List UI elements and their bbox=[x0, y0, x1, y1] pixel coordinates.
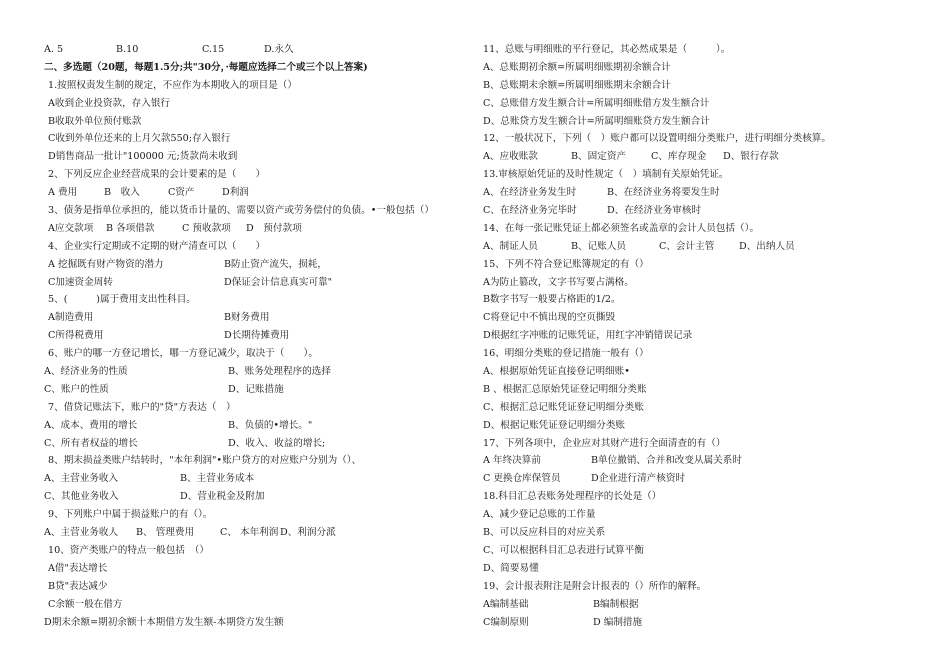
line-text: D保证会计信息真实可靠" bbox=[224, 276, 333, 288]
line-text: A、总账期初余额=所属明细账期初余额合计 bbox=[483, 61, 671, 73]
line-text: C资产 bbox=[168, 187, 195, 199]
line-text: B单位撤销、合并和改变从属关系时 bbox=[591, 455, 742, 467]
line-text: B.10 bbox=[116, 44, 139, 55]
question-line bbox=[483, 435, 923, 453]
right-column bbox=[483, 41, 923, 631]
question-line bbox=[483, 238, 923, 256]
line-text: B、在经济业务将要发生时 bbox=[607, 187, 720, 199]
question-line bbox=[44, 542, 456, 560]
question-line bbox=[483, 470, 923, 488]
line-text: B贷"表达减少 bbox=[48, 580, 108, 592]
line-text: A、根据原始凭证直接登记明细账• bbox=[483, 366, 630, 378]
line-text: B、主营业务成本 bbox=[180, 473, 255, 485]
question-line bbox=[483, 274, 923, 292]
line-text: C所得税费用 bbox=[48, 330, 104, 342]
line-text: 6、账户的哪一方登记增长，哪一方登记减少，取决于（ ）。 bbox=[48, 348, 318, 360]
line-text: A、应收账款 bbox=[483, 151, 538, 163]
question-line bbox=[483, 220, 923, 238]
line-text: C、总账借方发生额合计=所属明细账借方发生额合计 bbox=[483, 97, 710, 109]
question-line bbox=[483, 506, 923, 524]
line-text: D、在经济业务审核时 bbox=[607, 205, 702, 217]
line-text: D、总账贷方发生额合计=所属明细账贷方发生额合计 bbox=[483, 115, 710, 127]
question-line bbox=[483, 560, 923, 578]
line-text: A 挖掘既有财产物资的潜力 bbox=[48, 258, 164, 270]
question-line bbox=[44, 470, 456, 488]
question-line bbox=[483, 542, 923, 560]
line-text: D销售商品一批计"100000 元;货款尚未收到 bbox=[48, 151, 238, 163]
line-text: D期末余额=期初余额十本期借方发生额-本期贷方发生额 bbox=[44, 616, 284, 628]
line-text: B防止资产流失，损耗， bbox=[224, 258, 327, 270]
line-text: D、银行存款 bbox=[723, 151, 779, 163]
question-line bbox=[44, 291, 456, 309]
line-text: A为防止篡改，文字书写要占满格。 bbox=[483, 276, 634, 288]
line-text: 5、( )属于费用支出性科目。 bbox=[48, 294, 196, 306]
line-text: A 年终决算前 bbox=[483, 455, 541, 467]
line-text: 13.审核原始凭证的及时性规定（ ）填制有关原始凭证。 bbox=[483, 169, 729, 181]
line-text: 16、明细分类账的登记措施一般有（） bbox=[483, 348, 649, 360]
line-text: B数字书写一般要占格距的1/2。 bbox=[483, 294, 621, 306]
line-text: A、制证人员 bbox=[483, 240, 538, 252]
question-line bbox=[44, 345, 456, 363]
line-text: D、利润分派 bbox=[280, 527, 336, 539]
line-text: 二、多选题（20题，每题1.5分;共"30分，·每题应选择二个或三个以上答案) bbox=[44, 61, 368, 73]
line-text: C、 本年利润 bbox=[220, 527, 279, 539]
question-line bbox=[44, 59, 456, 77]
question-line bbox=[44, 77, 456, 95]
line-text: D、根据记账凭证登记明细分类账 bbox=[483, 419, 626, 431]
question-line bbox=[483, 488, 923, 506]
line-text: 10、资产类账户的特点一般包括 （） bbox=[48, 544, 209, 556]
line-text: C、其他业务收入 bbox=[44, 491, 119, 503]
question-line bbox=[44, 596, 456, 614]
question-line bbox=[44, 274, 456, 292]
question-line bbox=[483, 417, 923, 435]
question-line bbox=[483, 95, 923, 113]
question-line bbox=[44, 41, 456, 59]
question-line bbox=[483, 291, 923, 309]
question-line bbox=[483, 345, 923, 363]
line-text: C余额一般在借方 bbox=[48, 598, 123, 610]
question-line bbox=[483, 614, 923, 632]
line-text: A收到企业投资款，存入银行 bbox=[48, 97, 171, 109]
line-text: D、出纳人员 bbox=[739, 240, 795, 252]
question-line bbox=[44, 506, 456, 524]
line-text: B 收入 bbox=[104, 187, 140, 199]
line-text: A、经济业务的性质 bbox=[44, 366, 128, 378]
line-text: C、在经济业务完毕时 bbox=[483, 205, 577, 217]
line-text: C、会计主管 bbox=[659, 240, 715, 252]
question-line bbox=[44, 327, 456, 345]
line-text: C、根据汇总记账凭证登记明细分类账 bbox=[483, 401, 644, 413]
line-text: A 费用 bbox=[48, 187, 78, 199]
line-text: B、可以反应科目的对应关系 bbox=[483, 527, 606, 539]
line-text: 19、会计报表附注是附会计报表的（）所作的解释。 bbox=[483, 580, 707, 592]
question-line bbox=[44, 435, 456, 453]
line-text: A制造费用 bbox=[48, 312, 94, 324]
line-text: C、账户的性质 bbox=[44, 383, 109, 395]
question-line bbox=[44, 560, 456, 578]
question-line bbox=[44, 578, 456, 596]
question-line bbox=[483, 130, 923, 148]
line-text: 14、在每一张记账凭证上都必须签名或盖章的会计人员包括（）。 bbox=[483, 222, 760, 234]
line-text: D 预付款项 bbox=[246, 222, 302, 234]
line-text: D长期待摊费用 bbox=[224, 330, 290, 342]
question-line bbox=[483, 202, 923, 220]
question-line bbox=[483, 113, 923, 131]
question-line bbox=[44, 184, 456, 202]
question-line bbox=[44, 166, 456, 184]
question-line bbox=[44, 524, 456, 542]
line-text: D根据红字冲账的记账凭证，用红字冲销错误记录 bbox=[483, 330, 693, 342]
line-text: A借"表达增长 bbox=[48, 562, 108, 574]
line-text: C 更换仓库保管员 bbox=[483, 473, 561, 485]
line-text: D、营业税金及附加 bbox=[180, 491, 265, 503]
line-text: A编制基础 bbox=[483, 598, 529, 610]
line-text: A、减少登记总账的工作量 bbox=[483, 509, 596, 521]
line-text: B、 管理费用 bbox=[136, 527, 195, 539]
line-text: D、记账措施 bbox=[228, 383, 284, 395]
line-text: D、简要易懂 bbox=[483, 562, 539, 574]
line-text: A、主营业务收入 bbox=[44, 473, 119, 485]
line-text: A. 5 bbox=[44, 44, 64, 55]
question-line bbox=[483, 524, 923, 542]
question-line bbox=[483, 381, 923, 399]
line-text: B、固定资产 bbox=[571, 151, 627, 163]
question-line bbox=[44, 220, 456, 238]
question-line bbox=[483, 578, 923, 596]
line-text: C、所有者权益的增长 bbox=[44, 437, 138, 449]
question-line bbox=[483, 327, 923, 345]
line-text: 2、下列反应企业经营成果的会计要素的是（ ） bbox=[48, 169, 266, 181]
question-line bbox=[44, 381, 456, 399]
line-text: C编制原则 bbox=[483, 616, 529, 628]
line-text: C将登记中不慎出现的空页撕毁 bbox=[483, 312, 616, 324]
line-text: B、账务处理程序的选择 bbox=[228, 366, 331, 378]
line-text: C、库存现金 bbox=[651, 151, 707, 163]
line-text: 8、期末损益类账户结转时，"本年利润"•账户贷方的对应账户分别为（）、 bbox=[48, 455, 362, 467]
line-text: 18.科目汇总表账务处理程序的长处是（） bbox=[483, 491, 662, 503]
question-line bbox=[44, 130, 456, 148]
question-line bbox=[44, 95, 456, 113]
line-text: B财务费用 bbox=[224, 312, 270, 324]
question-line bbox=[44, 417, 456, 435]
line-text: C、可以根据科目汇总表进行试算平衡 bbox=[483, 544, 644, 556]
line-text: 11、总账与明细账的平行登记，其必然成果是（ ）。 bbox=[483, 44, 731, 55]
question-line bbox=[483, 399, 923, 417]
line-text: D 编制措施 bbox=[593, 616, 643, 628]
line-text: A、主营业务收人 bbox=[44, 527, 119, 539]
question-line bbox=[483, 596, 923, 614]
question-line bbox=[483, 452, 923, 470]
line-text: C 预收款项 bbox=[182, 222, 231, 234]
line-text: 7、借贷记账法下，账户的"贷"方表达（ ） bbox=[48, 401, 236, 413]
line-text: B编制根据 bbox=[593, 598, 639, 610]
line-text: D.永久 bbox=[264, 44, 294, 55]
line-text: B、负债的•增长。" bbox=[228, 419, 313, 431]
question-line bbox=[483, 77, 923, 95]
question-line bbox=[483, 184, 923, 202]
question-line bbox=[44, 488, 456, 506]
line-text: D、收入、收益的增长; bbox=[228, 437, 326, 449]
question-line bbox=[483, 41, 923, 59]
question-line bbox=[44, 309, 456, 327]
line-text: B、记账人员 bbox=[571, 240, 627, 252]
line-text: C.15 bbox=[202, 44, 225, 55]
question-line bbox=[483, 256, 923, 274]
line-text: C收到外单位还来的上月欠款550;存入银行 bbox=[48, 133, 231, 145]
line-text: 15、下列不符合登记账簿规定的有（） bbox=[483, 258, 649, 270]
question-line bbox=[44, 614, 456, 632]
line-text: B收取外单位预付账款 bbox=[48, 115, 142, 127]
line-text: D企业进行清产核资时 bbox=[591, 473, 686, 485]
left-column bbox=[44, 41, 456, 631]
line-text: 1.按照权责发生制的规定，不应作为本期收入的项目是（） bbox=[48, 79, 297, 91]
question-line bbox=[44, 113, 456, 131]
line-text: B 各项借款 bbox=[106, 222, 155, 234]
question-line bbox=[44, 256, 456, 274]
question-line bbox=[483, 166, 923, 184]
question-line bbox=[44, 399, 456, 417]
line-text: A应交款项 bbox=[48, 222, 94, 234]
question-line bbox=[44, 452, 456, 470]
line-text: D利润 bbox=[222, 187, 249, 199]
line-text: 9、下列账户中属于损益账户的有（）。 bbox=[48, 509, 213, 521]
question-line bbox=[44, 363, 456, 381]
line-text: B 、根据汇总原始凭证登记明细分类账 bbox=[483, 383, 647, 395]
question-line bbox=[44, 202, 456, 220]
line-text: A、在经济业务发生时 bbox=[483, 187, 577, 199]
line-text: A、成本、费用的增长 bbox=[44, 419, 138, 431]
question-line bbox=[483, 309, 923, 327]
line-text: B、总账期末余额=所属明细账期末余额合计 bbox=[483, 79, 671, 91]
line-text: 17、下列各项中，企业应对其财产进行全面清查的有（） bbox=[483, 437, 726, 449]
line-text: C加速资金周转 bbox=[48, 276, 113, 288]
question-line bbox=[483, 148, 923, 166]
question-line bbox=[44, 148, 456, 166]
question-line bbox=[44, 238, 456, 256]
line-text: 12、一般状况下，下列（ ）账户都可以设置明细分类账户，进行明细分类核算。 bbox=[483, 133, 831, 145]
line-text: 4、企业实行定期或不定期的财产清查可以（ ） bbox=[48, 240, 266, 252]
question-line bbox=[483, 363, 923, 381]
question-line bbox=[483, 59, 923, 77]
line-text: 3、债务是指单位承担的，能以货币计量的、需要以资产或劳务偿付的负债。•一般包括（） bbox=[48, 205, 434, 217]
